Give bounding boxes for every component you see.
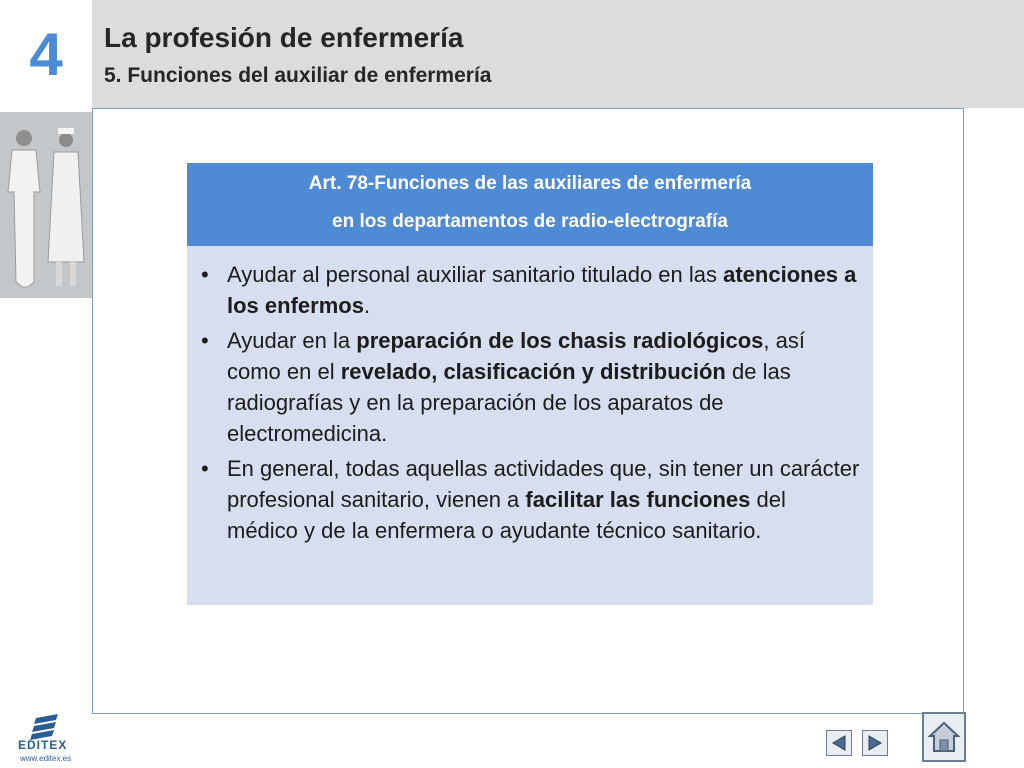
next-button[interactable] xyxy=(862,730,888,756)
card-heading xyxy=(187,163,873,246)
bullet-item xyxy=(201,259,861,321)
bullet-item xyxy=(201,325,861,449)
bullet-item xyxy=(201,453,861,546)
page-subtitle: 5. Funciones del auxiliar de enfermería xyxy=(104,64,492,87)
triangle-left-icon xyxy=(830,734,848,752)
functions-card xyxy=(187,163,873,605)
bullet-text: Ayudar en la xyxy=(227,328,357,353)
bullet-text: del médico y de la enfermera o ayudante técnico sanitario. xyxy=(227,487,786,543)
bullet-bold-text: atenciones a los enfermos xyxy=(227,262,857,318)
house-icon xyxy=(927,720,961,754)
prev-button[interactable] xyxy=(826,730,852,756)
bullet-bold-text: preparación de los chasis radiológicos xyxy=(356,328,764,353)
card-heading-line1: Art. 78-Funciones de las auxiliares de enfermería xyxy=(308,173,752,194)
triangle-right-icon xyxy=(866,734,884,752)
bullet-text: de las radiografías y en la preparación de los aparatos de electromedicina. xyxy=(227,359,791,446)
bullet-bold-text: facilitar las funciones xyxy=(525,487,751,512)
bullet-text: Ayudar al personal auxiliar sanitario titulado en las xyxy=(227,262,724,287)
logo-name: EDITEX xyxy=(18,738,68,752)
nurses-photo xyxy=(0,112,92,298)
bullet-bold-text: revelado, clasificación y distribución xyxy=(340,359,726,384)
bullet-text: En general, todas aquellas actividades que, sin tener un carácter profesional sanitario, vienen a xyxy=(227,456,860,512)
bullet-text: , así como en el xyxy=(227,328,805,384)
bullet-list xyxy=(201,259,861,550)
logo-url: www.editex.es xyxy=(20,754,72,763)
bullet-text: . xyxy=(363,293,371,318)
header-band xyxy=(92,0,1024,108)
card-heading-line2: en los departamentos de radio-electrografía xyxy=(332,211,728,232)
page-title: La profesión de enfermería xyxy=(104,22,464,53)
chapter-number: 4 xyxy=(29,20,63,88)
home-button[interactable] xyxy=(922,712,966,762)
